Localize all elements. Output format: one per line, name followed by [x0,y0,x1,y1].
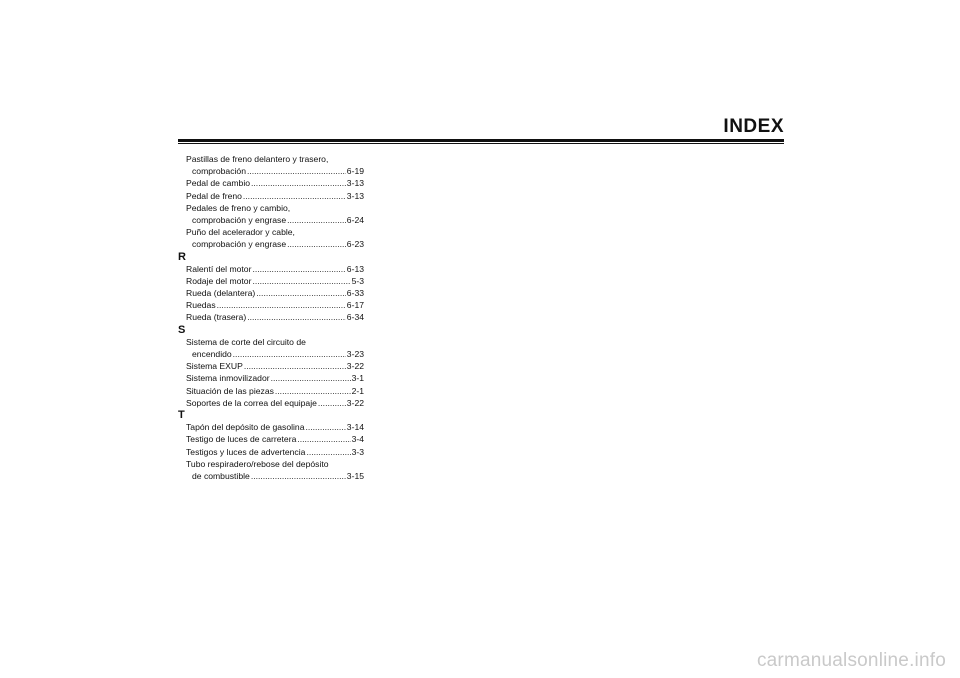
index-entry-page: 3-1 [351,373,364,384]
index-entry-text: Rueda (delantera) [186,288,256,299]
index-entry-page: 6-24 [346,214,364,225]
index-entry-text: Pedal de freno [186,190,242,201]
index-entry [178,275,364,287]
index-entry-text: encendido [192,349,232,359]
index-letter-heading: T [178,408,185,421]
index-entry-page: 6-33 [346,288,364,299]
dot-leader [287,214,346,226]
index-entry-text: Testigo de luces de carretera [186,434,297,445]
dot-leader [247,311,346,323]
index-entry-page: 5-3 [351,275,364,286]
index-entry-text: Sistema de corte del circuito de [186,336,306,347]
index-entry-text: Testigos y luces de advertencia [186,446,306,457]
dot-leader [306,446,350,458]
dot-leader [306,421,346,433]
dot-leader [252,263,345,275]
index-entry-page: 6-23 [346,239,364,250]
index-entry-page: 6-13 [346,263,364,274]
page-title: INDEX [723,116,784,137]
index-entry-text: Rueda (trasera) [186,312,247,323]
index-letter-heading: R [178,250,186,263]
index-letter-heading: S [178,323,186,336]
dot-leader [243,190,346,202]
dot-leader [233,348,346,360]
dot-leader [275,385,351,397]
index-entry-text: de combustible [192,470,250,481]
index-entry [178,287,364,299]
index-entry [178,214,364,226]
index-entry-text: Rodaje del motor [186,275,252,286]
index-entry-page: 6-19 [346,166,364,177]
dot-leader [318,397,346,409]
index-entry [178,470,364,482]
dot-leader [251,470,346,482]
index-entry-page: 3-23 [346,349,364,359]
index-entry-page: 2-1 [351,385,364,396]
dot-leader [251,177,346,189]
index-entry [178,421,364,433]
index-entry [178,446,364,458]
index-entry-page: 3-13 [346,178,364,189]
index-entry-page: 3-15 [346,470,364,481]
index-entry [178,177,364,189]
index-entry [178,433,364,445]
index-entry-page: 3-13 [346,190,364,201]
index-entry [178,263,364,275]
dot-leader [217,299,346,311]
index-entry-text: comprobación y engrase [192,239,287,250]
index-entry-text: Situación de las piezas [186,385,274,396]
index-entry-text: Tubo respiradero/rebose del depósito [186,458,329,469]
index-entry [178,397,364,409]
index-entry-page: 3-22 [346,361,364,372]
dot-leader [256,287,346,299]
index-entry [178,190,364,202]
index-entry-text: Ruedas [186,300,216,311]
index-entry-text: Pedal de cambio [186,178,251,189]
dot-leader [297,433,350,445]
index-entry-page: 3-14 [346,422,364,433]
dot-leader [252,275,350,287]
dot-leader [271,372,351,384]
index-entry-page: 3-4 [351,434,364,445]
index-entry [178,238,364,250]
dot-leader [247,165,346,177]
index-entry [178,165,364,177]
index-entry-text: Soportes de la correa del equipaje [186,397,317,408]
index-entry [178,360,364,372]
index-entry-page: 3-3 [351,446,364,457]
index-entry-text: Pastillas de freno delantero y trasero, [186,154,329,164]
index-entry-text: comprobación [192,166,246,177]
index-entry [178,311,364,323]
index-entry [178,385,364,397]
index-entry [178,348,364,360]
dot-leader [244,360,346,372]
index-entry-page: 6-17 [346,300,364,311]
index-entry-page: 3-22 [346,397,364,408]
header-rule-thin [178,143,784,144]
header-rule [178,139,784,145]
index-entry [178,372,364,384]
index-entry-text: Pedales de freno y cambio, [186,202,291,213]
index-entry-text: comprobación y engrase [192,214,287,225]
index-entry [178,299,364,311]
index-column [178,153,364,482]
dot-leader [287,238,346,250]
index-entry-text: Sistema inmovilizador [186,373,270,384]
index-entry-text: Puño del acelerador y cable, [186,227,295,238]
watermark-text: carmanualsonline.info [756,650,946,671]
header-rule-thick [178,139,784,142]
index-entry-text: Tapón del depósito de gasolina [186,422,305,433]
index-entry-text: Ralentí del motor [186,263,252,274]
index-entry-page: 6-34 [346,312,364,323]
index-entry-text: Sistema EXUP [186,361,243,372]
